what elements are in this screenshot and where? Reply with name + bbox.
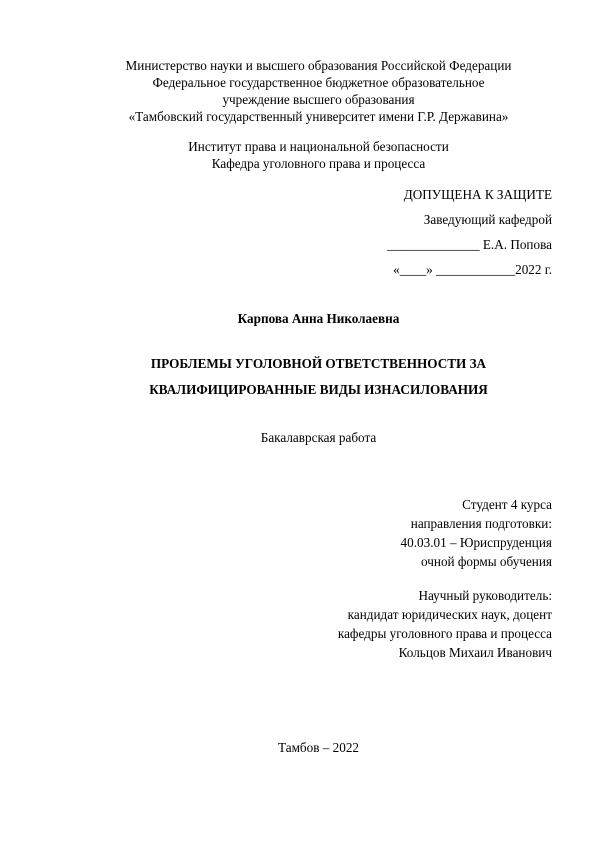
author-name: Карпова Анна Николаевна bbox=[237, 311, 400, 326]
supervisor-name: Кольцов Михаил Иванович bbox=[398, 645, 552, 660]
student-direction-label: направления подготовки: bbox=[410, 516, 552, 531]
supervisor-label: Научный руководитель: bbox=[418, 588, 552, 603]
student-direction: 40.03.01 – Юриспруденция bbox=[400, 535, 552, 550]
approval-signature: ______________ Е.А. Попова bbox=[387, 237, 552, 252]
institute-name: Институт права и национальной безопасности bbox=[188, 139, 449, 154]
approval-date: «____» ____________2022 г. bbox=[393, 262, 552, 277]
supervisor-department: кафедры уголовного права и процесса bbox=[337, 626, 552, 641]
approval-position: Заведующий кафедрой bbox=[423, 212, 552, 227]
institution-type-line: Федеральное государственное бюджетное образовательное bbox=[152, 75, 485, 90]
work-title-line: ПРОБЛЕМЫ УГОЛОВНОЙ ОТВЕТСТВЕННОСТИ ЗА bbox=[150, 356, 487, 371]
student-study-form: очной формы обучения bbox=[421, 554, 552, 569]
university-name-line: «Тамбовский государственный университет имени Г.Р. Державина» bbox=[128, 109, 509, 124]
ministry-line: Министерство науки и высшего образования Российской Федерации bbox=[125, 58, 512, 73]
work-title-line: КВАЛИФИЦИРОВАННЫЕ ВИДЫ ИЗНАСИЛОВАНИЯ bbox=[149, 382, 488, 397]
department-name: Кафедра уголовного права и процесса bbox=[211, 156, 426, 171]
institution-level-line: учреждение высшего образования bbox=[222, 92, 415, 107]
student-course: Студент 4 курса bbox=[462, 497, 552, 512]
supervisor-degree: кандидат юридических наук, доцент bbox=[347, 607, 552, 622]
work-type: Бакалаврская работа bbox=[260, 430, 377, 445]
city-year-footer: Тамбов – 2022 bbox=[277, 740, 360, 755]
approval-title: ДОПУЩЕНА К ЗАЩИТЕ bbox=[403, 187, 552, 202]
